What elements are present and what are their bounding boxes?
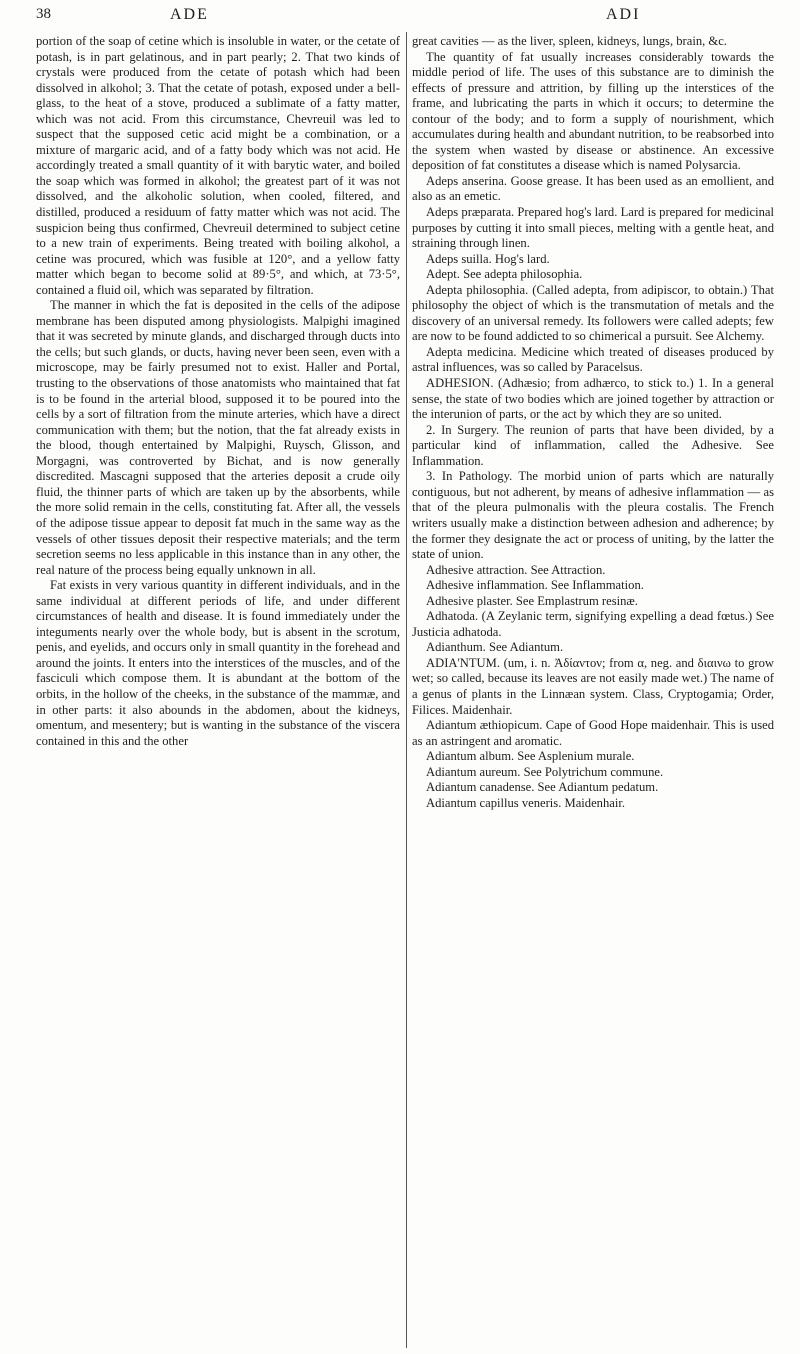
entry-adhesion: ADHESION. (Adhæsio; from adhærco, to stick to.) 1. In a general sense, the state of two bodies which are joined together by attraction or the interunion of parts, or the act by which they are so united.	[412, 376, 774, 422]
entry-adhesion-pathology: 3. In Pathology. The morbid union of parts which are naturally contiguous, but not adherent, by means of adhesive inflammation — as that of the pleura pulmonalis with the pleura costalis. The French writers usually make a distinction between adhesion and adherence; by the former they designate the act or process of uniting, by the latter the state of union.	[412, 469, 774, 562]
entry-adepta-philosophia: Adepta philosophia. (Called adepta, from adipiscor, to obtain.) That philosophy the object of which is the transmutation of metals and the discovery of an universal remedy. Its followers were called adepts; few are now to be found addicted to so chimerical a pursuit. See Alchemy.	[412, 282, 774, 344]
entry-adiantum-aureum: Adiantum aureum. See Polytrichum commune.	[426, 764, 664, 779]
entry-adhesive-plaster: Adhesive plaster. See Emplastrum resinæ.	[426, 593, 638, 608]
entry-adhatoda: Adhatoda. (A Zeylanic term, signifying expelling a dead fœtus.) See Justicia adhatoda.	[412, 609, 774, 639]
column-divider	[406, 32, 407, 1348]
right-guide-word: ADI	[606, 6, 641, 23]
paragraph-fat-deposition: The manner in which the fat is deposited in the cells of the adipose membrane has been disputed among physiologists. Malpighi imagined that it was secreted by minute glands, and discharged through ducts into the cells; but such glands, or ducts, having never been seen, even with a microscope, may be fairly presumed not to exist. Haller and Portal, trusting to the observations of those anatomists who maintained that fat is to be found in the arterial blood, supposed it to be poured into the cells by a sort of filtration from the minute arteries, which have a direct communication with them; but the notion, that the fat already exists in the blood, though entertained by Malpighi, Ruysch, Glisson, and Morgagni, was controverted by Bichat, and is now generally discredited. Mascagni supposed that the arteries deposit a crude oily fluid, the thinner parts of which are taken up by the absorbents, while the more solid remain in the cells, constituting fat. After all, the vessels of the adipose tissue appear to deposit fat much in the same way as the vessels of other tissues deposit their respective materials; and the term secretion seems no less applicable in this instance than in any other, the real nature of the process being equally unknown in all.	[36, 298, 400, 577]
entry-adepta-medicina: Adepta medicina. Medicine which treated of diseases produced by astral influences, was so called by Paracelsus.	[412, 344, 774, 375]
paragraph-continuation: great cavities — as the liver, spleen, kidneys, lungs, brain, &c.	[412, 34, 727, 48]
entry-adiantum-aethiopicum: Adiantum æthiopicum. Cape of Good Hope maidenhair. This is used as an astringent and aromatic.	[412, 718, 774, 748]
entry-adhesion-surgery: 2. In Surgery. The reunion of parts that have been divided, by a particular kind of inflammation, called the Adhesive. See Inflammation.	[412, 422, 774, 468]
entry-adhesive-inflammation: Adhesive inflammation. See Inflammation.	[426, 578, 644, 593]
entry-adiantum-album: Adiantum album. See Asplenium murale.	[426, 749, 635, 764]
left-guide-word: ADE	[170, 6, 209, 23]
entry-adeps-anserina: Adeps anserina. Goose grease. It has been used as an emollient, and also as an emetic.	[412, 173, 774, 204]
entry-adiantum-canadense: Adiantum canadense. See Adiantum pedatum.	[426, 780, 659, 795]
right-column	[412, 34, 774, 811]
paragraph-fat-uses: The quantity of fat usually increases considerably towards the middle period of life. The uses of this substance are to diminish the effects of pressure and attrition, by filling up the interstices of the frame, and lubricating the parts in which it occurs; to determine the contour of the body; and to form a supply of nourishment, which accumulates during health and abundant nutrition, to be reabsorbed into the system when wasted by disease or abstinence. An excessive deposition of fat constitutes a disease which is named Polysarcia.	[412, 49, 774, 173]
paragraph-fat-chemistry: portion of the soap of cetine which is insoluble in water, or the cetate of potash, is in part gelatinous, and in part pearly; 2. That two kinds of crystals were produced from the cetate of potash which had been dissolved in alkohol; 3. That the cetate of potash, exposed under a bell-glass, to the heat of a stove, produced a sublimate of a fatty matter, which was not acid. From this circumstance, Chevreuil was led to suspect that the supposed cetic acid might be a combination, or a mixture of margaric acid, and of a fatty body which was not acid. He accordingly treated a small quantity of it with barytic water, and boiled the soap which was formed in alkohol; the greatest part of it was not dissolved, and the alkoholic solution, when cooled, filtered, and distilled, produced a residuum of fatty matter which was not acid. The suspicion being thus confirmed, Chevreuil determined to subject cetine to a new train of experiments. Being treated with boiling alkohol, a cetine was procured, which was fusible at 120°, and a yellow fatty matter which began to become solid at 89·5°, and which, at 73·5°, contained a fluid oil, which was separated by filtration.	[36, 34, 400, 297]
page-number: 38	[36, 6, 51, 22]
left-column	[36, 34, 400, 749]
paragraph-fat-distribution: Fat exists in very various quantity in different individuals, and in the same individual at different periods of life, and under different circumstances of health and disease. It is found immediately under the integuments nearly over the whole body, but is absent in the scrotum, penis, and eyelids, and occurs only in small quantity in the forehead and around the joints. It enters into the interstices of the muscles, and of the fasciculi which compose them. It is abundant at the bottom of the orbits, in the hollow of the cheeks, in the substance of the mammæ, and in other parts: it also abounds in the abdomen, about the kidneys, omentum, and mesentery; but is wanting in the substance of the viscera contained in this and the other	[36, 578, 400, 748]
entry-adianthum: Adianthum. See Adiantum.	[426, 640, 564, 655]
entry-adhesive-attraction: Adhesive attraction. See Attraction.	[426, 562, 606, 577]
entry-adeps-suilla: Adeps suilla. Hog's lard.	[426, 251, 550, 266]
entry-adiantum-capillus-veneris: Adiantum capillus veneris. Maidenhair.	[426, 795, 626, 810]
entry-adeps-praeparata: Adeps præparata. Prepared hog's lard. Lard is prepared for medicinal purposes by cutting it into small pieces, melting with a gentle heat, and straining through linen.	[412, 205, 774, 251]
running-header	[36, 6, 774, 30]
entry-adiantum: ADIA'NTUM. (um, i. n. Ἀδίαντον; from α, neg. and διαινω to grow wet; so called, because its leaves are not easily made wet.) The name of a genus of plants in the Linnæan system. Class, Cryptogamia; Order, Filices. Maidenhair.	[412, 655, 774, 717]
entry-adept: Adept. See adepta philosophia.	[426, 267, 583, 282]
